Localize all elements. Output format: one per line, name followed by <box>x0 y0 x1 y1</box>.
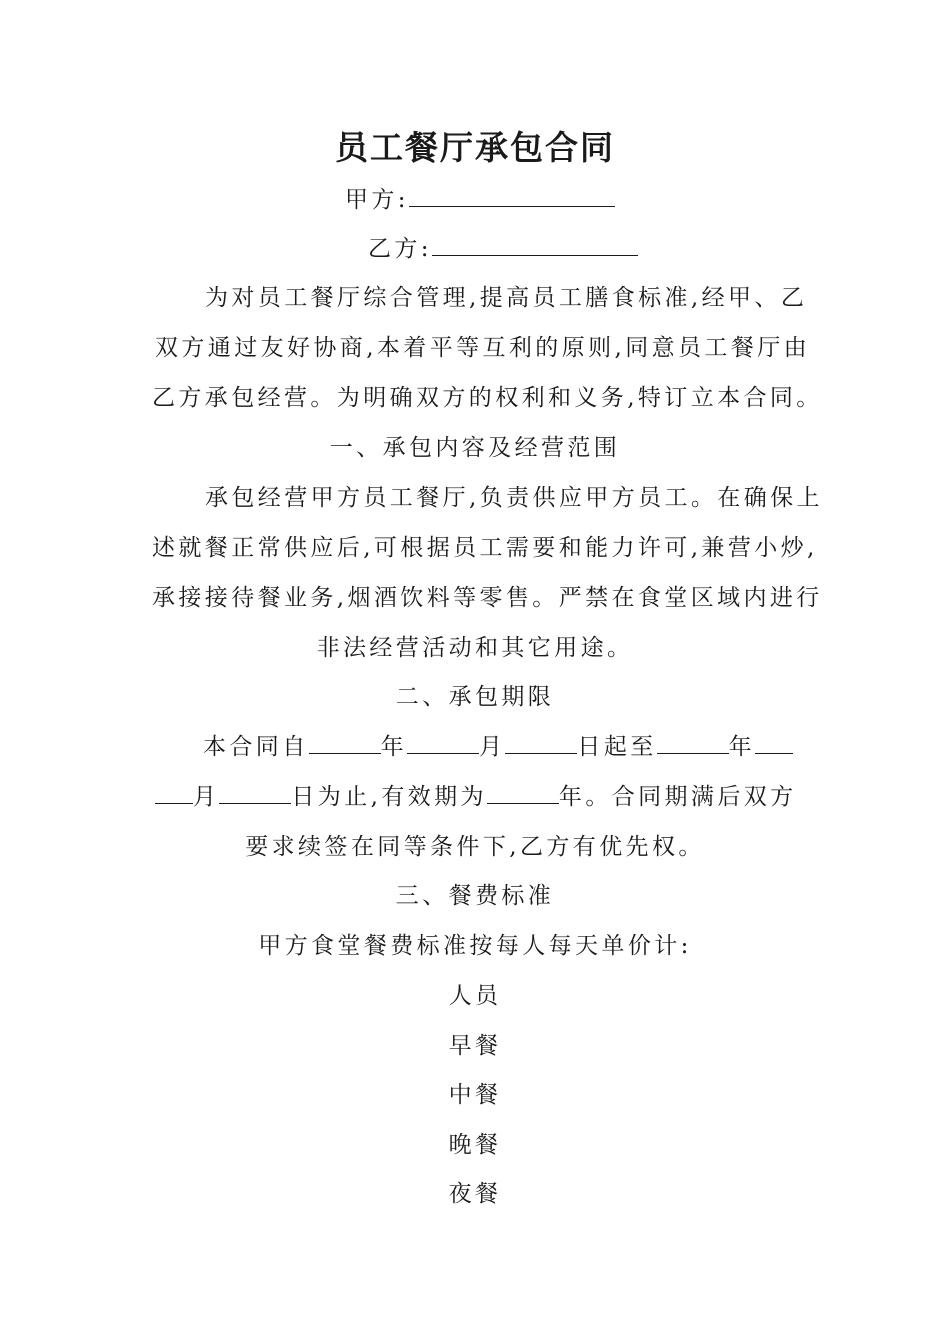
end-day-blank <box>219 781 291 804</box>
validity-years-blank <box>487 781 559 804</box>
term-line-2 <box>155 781 797 813</box>
section1-line-2: 述就餐正常供应后,可根据员工需要和能力许可,兼营小炒, <box>152 535 818 561</box>
term-day-until: 日起至 <box>577 734 657 760</box>
term-line-1 <box>203 731 793 763</box>
start-year-blank <box>309 731 381 754</box>
term-validity: 日为止,有效期为 <box>291 784 487 810</box>
section1-line-4: 非法经营活动和其它用途。 <box>316 635 634 661</box>
term-year-1: 年 <box>380 734 408 760</box>
end-month-blank-part1 <box>755 731 793 754</box>
section3-heading: 三、餐费标准 <box>395 883 555 909</box>
term-month-2: 月 <box>193 784 220 810</box>
preamble-line-1: 为对员工餐厅综合管理,提高员工膳食标准,经甲、乙 <box>205 285 808 311</box>
section1-line-1: 承包经营甲方员工餐厅,负责供应甲方员工。在确保上 <box>205 485 823 511</box>
meal-item-lunch: 中餐 <box>448 1082 502 1108</box>
party-a-label: 甲方: <box>345 187 409 213</box>
document-title: 员工餐厅承包合同 <box>335 128 615 167</box>
meal-item-night-meal: 夜餐 <box>448 1181 502 1207</box>
start-day-blank <box>505 731 577 754</box>
section1-line-3: 承接接待餐业务,烟酒饮料等零售。严禁在食堂区域内进行 <box>152 585 823 611</box>
meal-item-dinner: 晚餐 <box>448 1132 502 1158</box>
meal-item-personnel: 人员 <box>448 983 502 1009</box>
start-month-blank <box>407 731 479 754</box>
section2-heading: 二、承包期限 <box>395 684 555 710</box>
term-text-from: 本合同自 <box>203 734 309 760</box>
term-month-1: 月 <box>479 734 506 760</box>
section1-heading: 一、承包内容及经营范围 <box>329 435 621 461</box>
term-year-2: 年 <box>728 734 756 760</box>
party-a-line <box>345 184 615 216</box>
section3-intro: 甲方食堂餐费标准按每人每天单价计: <box>258 933 692 959</box>
preamble-line-3: 乙方承包经营。为明确双方的权利和义务,特订立本合同。 <box>152 385 823 411</box>
party-b-blank <box>432 233 638 256</box>
party-a-blank <box>409 184 615 207</box>
term-renewal: 年。合同期满后双方 <box>558 784 797 810</box>
end-month-blank-part2 <box>155 781 193 804</box>
end-year-blank <box>657 731 729 754</box>
party-b-label: 乙方: <box>368 236 432 262</box>
party-b-line <box>368 233 638 265</box>
term-line-3: 要求续签在同等条件下,乙方有优先权。 <box>245 834 705 860</box>
preamble-line-2: 双方通过友好协商,本着平等互利的原则,同意员工餐厅由 <box>155 335 811 361</box>
meal-item-breakfast: 早餐 <box>448 1033 502 1059</box>
